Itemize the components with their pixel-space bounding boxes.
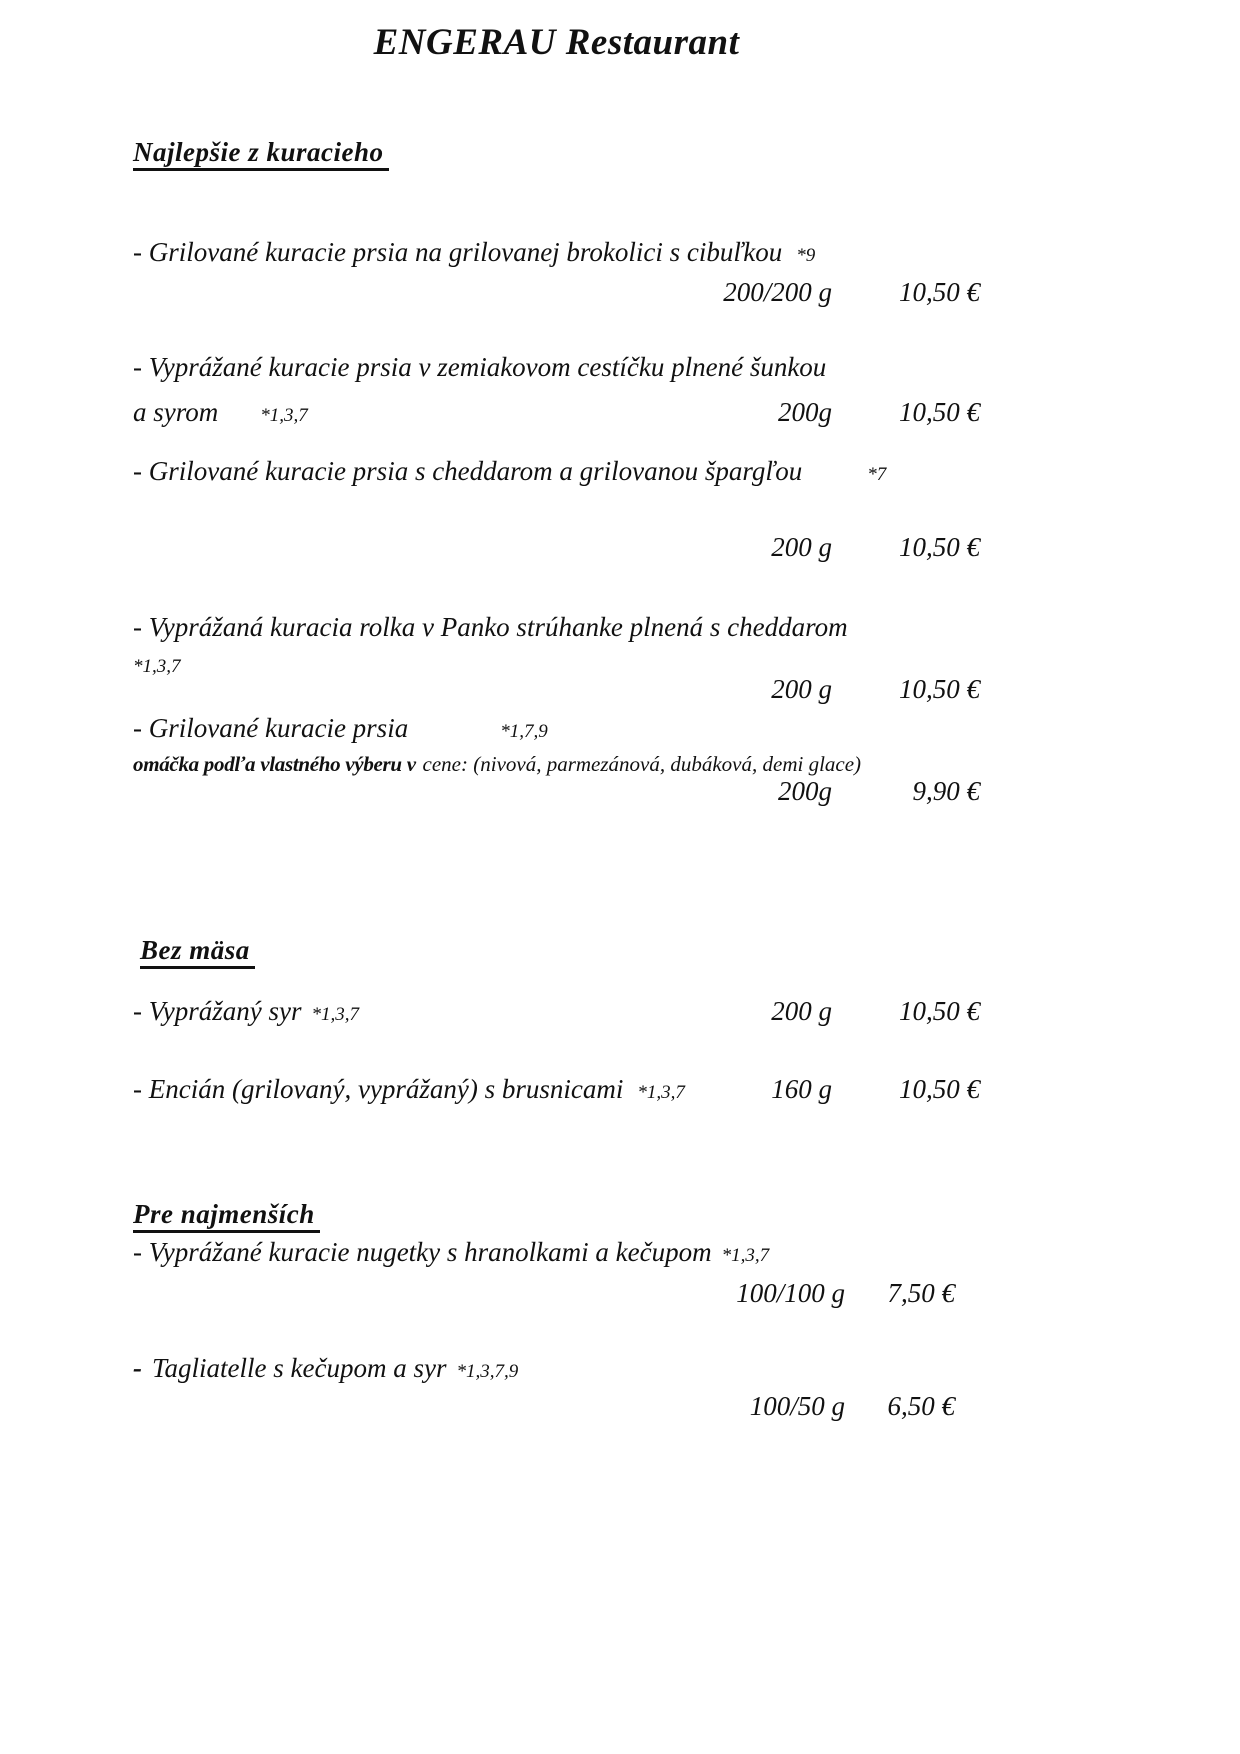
item-note-bold: omáčka podľa vlastného výberu v [133, 752, 416, 776]
menu-item-panko-rolka [133, 611, 980, 643]
allergen-code: *1,3,7 [721, 1245, 770, 1266]
item-price: 10,50 € [899, 532, 980, 562]
portion-size: 160 g [771, 1074, 832, 1104]
item-price: 10,50 € [899, 1074, 980, 1104]
portion-size: 100/50 g [749, 1391, 845, 1421]
item-price: 7,50 € [887, 1278, 955, 1308]
item-dash: - [133, 1353, 142, 1383]
allergen-code: *1,3,7 [311, 1004, 359, 1025]
portion-size: 200 g [771, 996, 832, 1026]
item-name: - Grilované kuracie prsia na grilovanej brokolici s cibuľkou [133, 237, 783, 267]
section-heading-text: Pre najmenších [133, 1199, 320, 1233]
item-note: cene: (nivová, parmezánová, dubáková, demi glace) [422, 752, 862, 776]
item-name: - Vyprážané kuracie nugetky s hranolkami a kečupom [133, 1237, 712, 1267]
section-heading-najlepsie-z-kuracieho [133, 136, 980, 168]
portion-size: 200g [778, 397, 832, 427]
item-price: 10,50 € [899, 397, 980, 427]
item-price: 10,50 € [899, 277, 980, 307]
portion-size: 200 g [771, 532, 832, 562]
allergen-code: *1,3,7 [133, 656, 181, 677]
menu-item-grilovane-brokolica [133, 236, 980, 268]
menu-item-vyprazane-cesticko [133, 351, 980, 383]
item-name: - Grilované kuracie prsia s cheddarom a grilovanou špargľou [133, 456, 803, 486]
menu-item-cheddar-spargla [133, 455, 980, 487]
item-name: - Vyprážaná kuracia rolka v Panko strúhanke plnená s cheddarom [133, 612, 848, 642]
item-name-line2: a syrom [133, 397, 219, 427]
portion-size: 100/100 g [736, 1278, 845, 1308]
menu-item-line2-price-row [133, 396, 980, 428]
allergen-code: *9 [796, 245, 816, 266]
item-price: 10,50 € [899, 674, 980, 704]
item-price: 6,50 € [887, 1391, 955, 1421]
section-heading-text: Bez mäsa [140, 935, 255, 969]
menu-item-nugetky [133, 1236, 980, 1268]
section-heading-bez-masa [140, 934, 987, 966]
menu-item-vyprazany-syr [133, 995, 980, 1027]
section-heading-text: Najlepšie z kuracieho [133, 137, 389, 171]
item-name: - Encián (grilovaný, vyprážaný) s brusnicami [133, 1074, 624, 1104]
section-heading-pre-najmensich [133, 1198, 980, 1230]
restaurant-title: ENGERAU Restaurant [373, 22, 740, 63]
allergen-code: *1,3,7 [260, 405, 308, 426]
item-name: - Vyprážaný syr [133, 996, 302, 1026]
portion-size: 200 g [771, 674, 832, 704]
item-price: 10,50 € [899, 996, 980, 1026]
item-price: 9,90 € [912, 776, 980, 806]
portion-size: 200g [778, 776, 832, 806]
allergen-row [133, 647, 980, 679]
allergen-code: *1,3,7,9 [456, 1361, 519, 1382]
item-name: - Vyprážané kuracie prsia v zemiakovom cestíčku plnené šunkou [133, 352, 827, 382]
item-note-row [133, 746, 980, 778]
item-name: Tagliatelle s kečupom a syr [152, 1353, 447, 1383]
allergen-code: *7 [867, 464, 887, 485]
menu-item-encian [133, 1073, 980, 1105]
allergen-code: *1,3,7 [637, 1082, 685, 1103]
allergen-code: *1,7,9 [500, 721, 548, 742]
item-name: - Grilované kuracie prsia [133, 713, 409, 743]
menu-item-tagliatelle [133, 1352, 980, 1384]
menu-item-grilovane-prsia [133, 712, 980, 744]
portion-size: 200/200 g [723, 277, 832, 307]
